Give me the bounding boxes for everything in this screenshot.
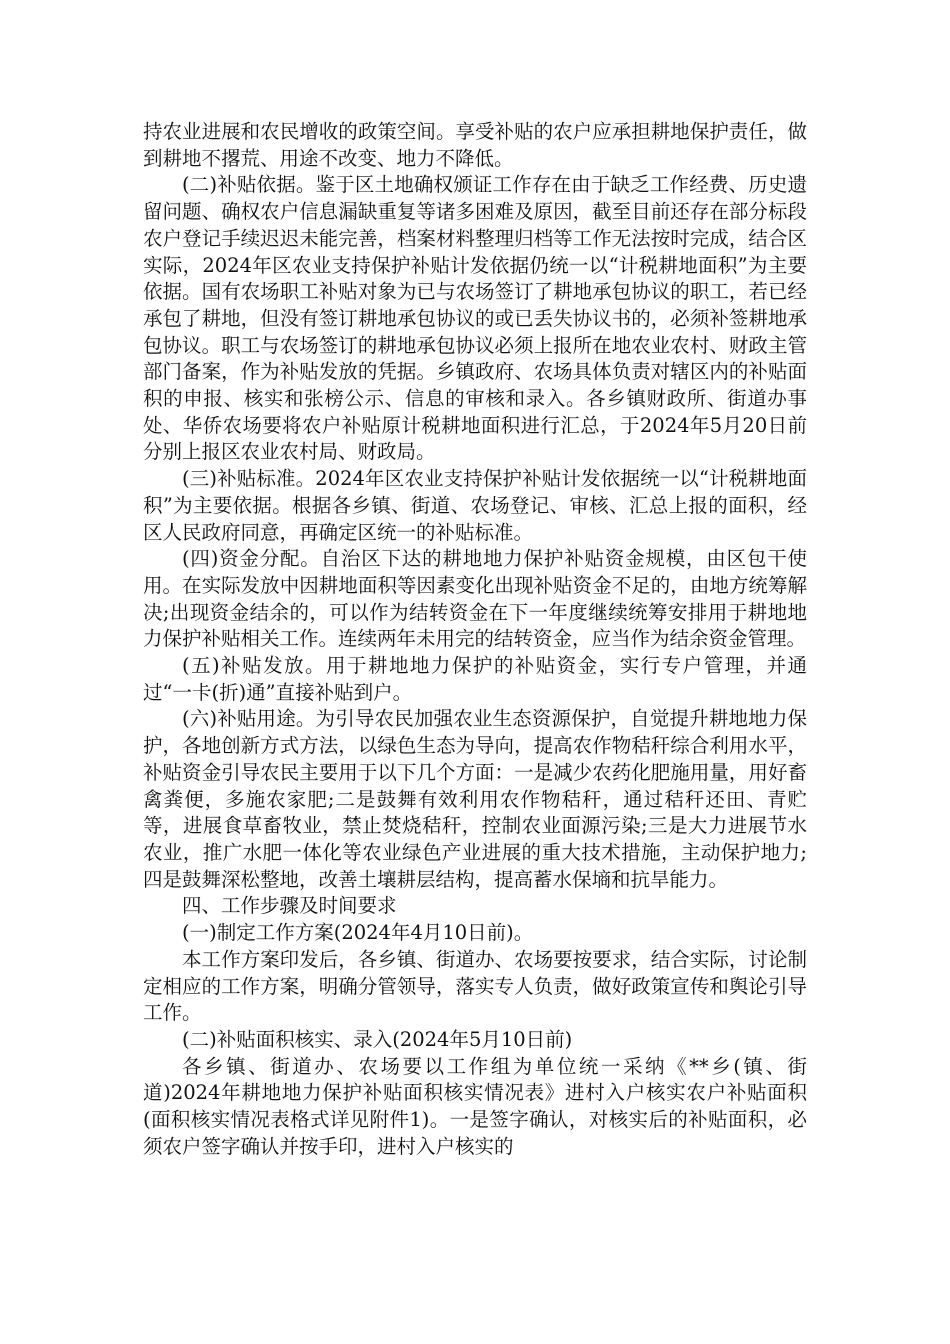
paragraph-subsidy-standard: (三)补贴标准。2024年区农业支持保护补贴计发依据统一以“计税耕地面积”为主要依据。根据各乡镇、街道、农场登记、审核、汇总上报的面积，经区人民政府同意，再确定区统一的补贴标准。 (143, 467, 807, 544)
paragraph-continuation: 持农业进展和农民增收的政策空间。享受补贴的农户应承担耕地保护责任，做到耕地不撂荒、用途不改变、地力不降低。 (143, 120, 807, 170)
paragraph-subsidy-usage: (六)补贴用途。为引导农民加强农业生态资源保护，自觉提升耕地地力保护，各地创新方式方法，以绿色生态为导向，提高农作物秸秆综合利用水平，补贴资金引导农民主要用于以下几个方面：一是减少农药化肥施用量，用好畜禽粪便，多施农家肥;二是鼓舞有效利用农作物秸秆，通过秸秆还田、青贮等，进展食草畜牧业，禁止焚烧秸秆，控制农业面源污染;三是大力进展节水农业，推广水肥一体化等农业绿色产业进展的重大技术措施，主动保护地力;四是鼓舞深松整地，改善土壤耕层结构，提高蓄水保墒和抗旱能力。 (143, 707, 807, 891)
subheading-work-plan: (一)制定工作方案(2024年4月10日前)。 (182, 921, 534, 945)
paragraph-work-plan: 本工作方案印发后，各乡镇、街道办、农场要按要求，结合实际，讨论制定相应的工作方案，明确分管领导，落实专人负责，做好政策宣传和舆论引导工作。 (143, 947, 807, 1025)
paragraph-fund-allocation: (四)资金分配。自治区下达的耕地地力保护补贴资金规模，由区包干使用。在实际发放中因耕地面积等因素变化出现补贴资金不足的，由地方统筹解决;出现资金结余的，可以作为结转资金在下一年度继续统筹安排用于耕地地力保护补贴相关工作。连续两年未用完的结转资金，应当作为结余资金管理。 (143, 547, 807, 651)
paragraph-area-verification: 各乡镇、街道办、农场要以工作组为单位统一采纳《**乡(镇、街道)2024年耕地地力保护补贴面积核实情况表》进村入户核实农户补贴面积(面积核实情况表格式详见附件1)。一是签字确认，对核实后的补贴面积，必须农户签字确认并按手印，进村入户核实的 (143, 1054, 807, 1158)
paragraph-subsidy-basis: (二)补贴依据。鉴于区土地确权颁证工作存在由于缺乏工作经费、历史遗留问题、确权农户信息漏缺重复等诸多困难及原因，截至目前还存在部分标段农户登记手续迟迟未能完善，档案材料整理归档等工作无法按时完成，结合区实际，2024年区农业支持保护补贴计发依据仍统一以“计税耕地面积”为主要依据。国有农场职工补贴对象为已与农场签订了耕地承包协议的职工，若已经承包了耕地，但没有签订耕地承包协议的或已丢失协议书的，必须补签耕地承包协议。职工与农场签订的耕地承包协议必须上报所在地农业农村、财政主管部门备案，作为补贴发放的凭据。乡镇政府、农场具体负责对辖区内的补贴面积的申报、核实和张榜公示、信息的审核和录入。各乡镇财政所、街道办事处、华侨农场要将农户补贴原计税耕地面积进行汇总，于2024年5月20日前分别上报区农业农村局、财政局。 (143, 173, 807, 464)
subheading-area-verification: (二)补贴面积核实、录入(2024年5月10日前) (182, 1027, 573, 1051)
section-heading-steps: 四、工作步骤及时间要求 (182, 894, 397, 918)
paragraph-subsidy-payment: (五)补贴发放。用于耕地地力保护的补贴资金，实行专户管理，并通过“一卡(折)通”直接补贴到户。 (143, 654, 807, 704)
document-body (143, 119, 807, 1160)
